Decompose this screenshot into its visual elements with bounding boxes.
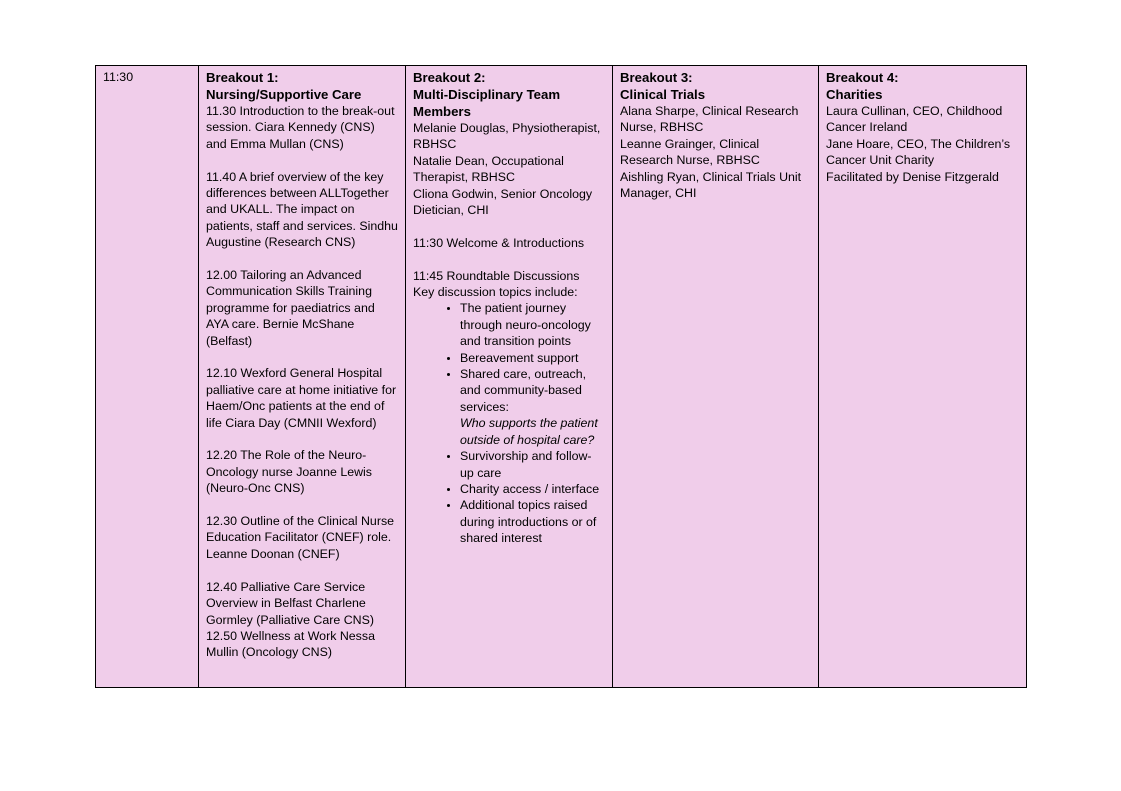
breakout-2-speaker: Natalie Dean, Occupational Therapist, RBHSC <box>413 153 564 185</box>
breakout-1-session: 12.10 Wexford General Hospital palliative care at home initiative for Haem/Onc patients at the end of life Ciara Day (CMNII Wexford) <box>206 366 397 430</box>
breakout-2-speaker: Cliona Godwin, Senior Oncology Dietician, CHI <box>413 186 593 218</box>
breakout-3-title: Breakout 3: <box>620 70 693 85</box>
list-item: • Charity access / interface <box>460 481 605 497</box>
breakout-3-cell <box>613 66 819 688</box>
breakout-3-speaker: Aishling Ryan, Clinical Trials Unit Manager, CHI <box>620 169 802 201</box>
breakout-4-speaker: Jane Hoare, CEO, The Children’s Cancer Unit Charity <box>826 136 1011 168</box>
list-item: • Survivorship and follow-up care <box>460 448 605 481</box>
roundtable-item: 11:45 Roundtable Discussions <box>413 268 580 283</box>
breakout-3-speaker: Leanne Grainger, Clinical Research Nurse, RBHSC <box>620 136 760 168</box>
breakout-4-speaker: Laura Cullinan, CEO, Childhood Cancer Ireland <box>826 104 1003 135</box>
breakout-4-speaker: Facilitated by Denise Fitzgerald <box>826 169 999 184</box>
breakout-2-subtitle: Multi-Disciplinary Team Members <box>413 87 561 119</box>
topics-list <box>413 300 605 546</box>
breakout-2-title: Breakout 2: <box>413 70 486 85</box>
breakout-1-session: 11.30 Introduction to the break-out session. Ciara Kennedy (CNS) and Emma Mullan (CNS) <box>206 104 395 151</box>
breakout-1-session: 12.50 Wellness at Work Nessa Mullin (Oncology CNS) <box>206 628 375 660</box>
breakout-4-subtitle: Charities <box>826 87 883 102</box>
breakout-1-session: 12.00 Tailoring an Advanced Communication Skills Training programme for paediatrics and AYA care. Bernie McShane (Belfast) <box>206 268 375 348</box>
session-time: 11:30 <box>103 70 134 84</box>
breakout-1-session: 12.40 Palliative Care Service Overview in Belfast Charlene Gormley (Palliative Care CNS) <box>206 579 374 627</box>
welcome-item: 11:30 Welcome & Introductions <box>413 235 585 250</box>
list-item: • The patient journey through neuro-oncology and transition points <box>460 300 605 349</box>
breakout-1-subtitle: Nursing/Supportive Care <box>206 87 362 102</box>
breakout-1-cell <box>199 66 406 688</box>
breakout-1-session: 12.20 The Role of the Neuro-Oncology nurse Joanne Lewis (Neuro-Onc CNS) <box>206 448 372 496</box>
time-cell <box>96 66 199 688</box>
topic-question: Who supports the patient outside of hospital care? <box>460 416 598 447</box>
breakout-3-speaker: Alana Sharpe, Clinical Research Nurse, RBHSC <box>620 104 799 135</box>
breakout-4-cell <box>819 66 1027 688</box>
breakout-4-title: Breakout 4: <box>826 70 899 85</box>
breakout-2-speaker: Melanie Douglas, Physiotherapist, RBHSC <box>413 121 601 152</box>
breakout-1-session: 12.30 Outline of the Clinical Nurse Education Facilitator (CNEF) role. Leanne Doonan (CNEF) <box>206 514 395 561</box>
table-row <box>96 66 1027 688</box>
breakout-1-title: Breakout 1: <box>206 70 279 85</box>
list-item: • Additional topics raised during introductions or of shared interest <box>460 497 605 546</box>
breakout-schedule-table <box>95 65 1027 688</box>
list-item: • Bereavement support <box>460 350 605 366</box>
list-item: • Shared care, outreach, and community-based services: Who supports the patient outside of hospital care? <box>460 366 605 448</box>
breakout-1-session: 11.40 A brief overview of the key differences between ALLTogether and UKALL. The impact on patients, staff and services. Sindhu Augustine (Research CNS) <box>206 169 398 250</box>
breakout-2-cell <box>406 66 613 688</box>
breakout-3-subtitle: Clinical Trials <box>620 87 706 102</box>
topics-intro: Key discussion topics include: <box>413 285 578 300</box>
